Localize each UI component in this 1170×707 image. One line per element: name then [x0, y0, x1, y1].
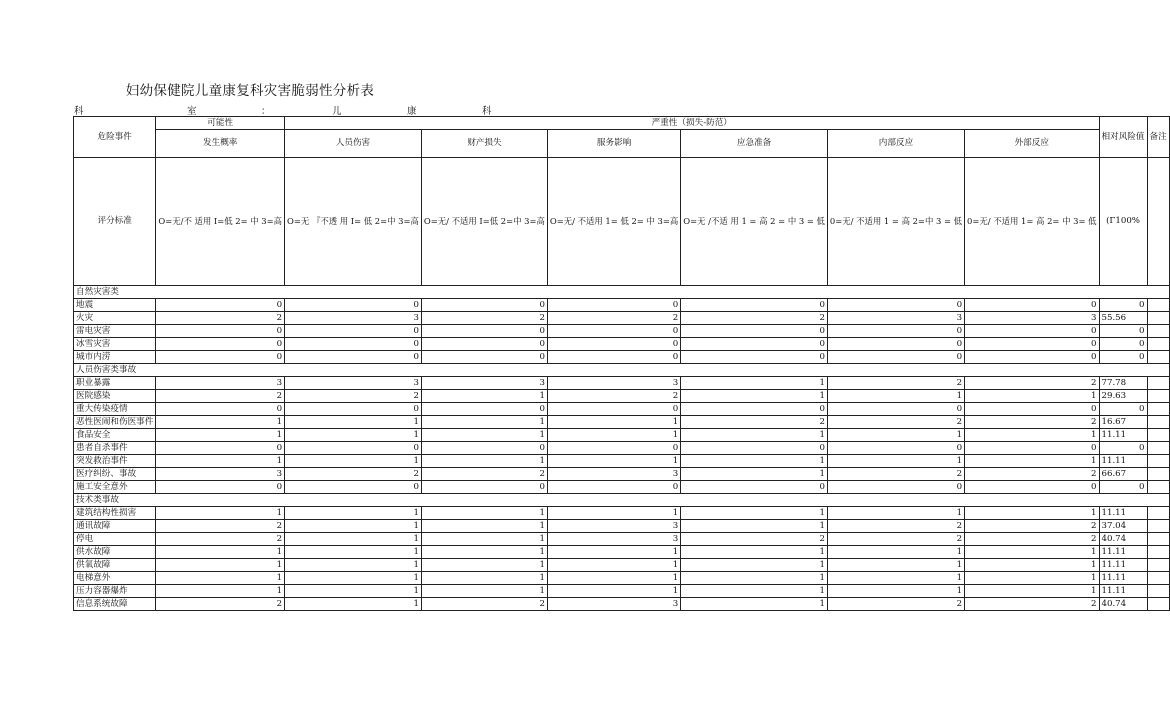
- remark-cell: [1147, 533, 1169, 546]
- risk-value: 0: [1099, 325, 1147, 338]
- score-cell: 1: [547, 572, 680, 585]
- score-cell: 2: [827, 598, 964, 611]
- score-cell: 1: [285, 598, 422, 611]
- score-cell: 2: [965, 468, 1099, 481]
- risk-value: 77.78: [1099, 377, 1147, 390]
- score-cell: 2: [827, 377, 964, 390]
- score-cell: 0: [156, 403, 285, 416]
- score-cell: 3: [547, 533, 680, 546]
- table-row: [74, 429, 1170, 442]
- score-cell: 0: [965, 299, 1099, 312]
- event-name: 信息系统故障: [74, 598, 156, 611]
- header-severity: 严重性（损失-防范）: [285, 117, 1099, 130]
- subheader-service-impact: 服务影响: [547, 130, 680, 158]
- remark-cell: [1147, 351, 1169, 364]
- risk-value: 11.11: [1099, 507, 1147, 520]
- score-cell: 1: [285, 507, 422, 520]
- score-cell: 1: [285, 455, 422, 468]
- score-cell: 1: [547, 559, 680, 572]
- risk-value: 37.04: [1099, 520, 1147, 533]
- score-cell: 2: [547, 312, 680, 325]
- table-row: [74, 442, 1170, 455]
- score-cell: 1: [827, 585, 964, 598]
- table-row: [74, 338, 1170, 351]
- score-cell: 1: [681, 572, 828, 585]
- score-cell: 1: [547, 507, 680, 520]
- event-name: 停电: [74, 533, 156, 546]
- score-cell: 0: [965, 325, 1099, 338]
- event-name: 恶性医闹和伤医事件: [74, 416, 156, 429]
- event-name: 冰雪灾害: [74, 338, 156, 351]
- event-name: 施工安全意外: [74, 481, 156, 494]
- remark-cell: [1147, 520, 1169, 533]
- subheader-emergency-prep: 应急准备: [681, 130, 828, 158]
- score-cell: 1: [965, 546, 1099, 559]
- event-name: 压力容器爆炸: [74, 585, 156, 598]
- risk-value: 40.74: [1099, 533, 1147, 546]
- score-cell: 2: [827, 520, 964, 533]
- score-cell: 2: [421, 598, 547, 611]
- table-row: [74, 377, 1170, 390]
- score-cell: 0: [285, 325, 422, 338]
- score-cell: 0: [547, 325, 680, 338]
- score-cell: 2: [547, 390, 680, 403]
- event-name: 供水故障: [74, 546, 156, 559]
- risk-value: 66.67: [1099, 468, 1147, 481]
- risk-value: 40.74: [1099, 598, 1147, 611]
- score-cell: 2: [156, 533, 285, 546]
- score-cell: 1: [681, 468, 828, 481]
- remark-cell: [1147, 377, 1169, 390]
- section-title: 自然灾害类: [74, 286, 1170, 299]
- score-cell: 1: [421, 585, 547, 598]
- score-cell: 1: [681, 507, 828, 520]
- score-cell: 1: [421, 520, 547, 533]
- score-cell: 0: [156, 325, 285, 338]
- score-cell: 1: [965, 455, 1099, 468]
- score-cell: 1: [547, 546, 680, 559]
- score-cell: 1: [965, 559, 1099, 572]
- score-cell: 0: [285, 351, 422, 364]
- score-cell: 0: [965, 403, 1099, 416]
- criteria-risk: (Γ100%: [1099, 158, 1147, 286]
- score-cell: 1: [156, 559, 285, 572]
- table-row: [74, 312, 1170, 325]
- score-cell: 2: [156, 520, 285, 533]
- score-cell: 0: [421, 481, 547, 494]
- score-cell: 1: [827, 455, 964, 468]
- score-cell: 3: [285, 377, 422, 390]
- score-cell: 1: [547, 455, 680, 468]
- score-cell: 3: [547, 468, 680, 481]
- section-title: 技术类事故: [74, 494, 1170, 507]
- score-cell: 1: [547, 416, 680, 429]
- score-cell: 0: [421, 325, 547, 338]
- remark-cell: [1147, 390, 1169, 403]
- score-cell: 0: [827, 325, 964, 338]
- score-cell: 3: [965, 312, 1099, 325]
- score-cell: 1: [285, 520, 422, 533]
- score-cell: 1: [827, 559, 964, 572]
- table-row: [74, 507, 1170, 520]
- score-cell: 2: [965, 520, 1099, 533]
- vulnerability-table: [73, 116, 1170, 611]
- score-cell: 1: [681, 598, 828, 611]
- risk-value: 11.11: [1099, 455, 1147, 468]
- score-cell: 1: [681, 429, 828, 442]
- score-cell: 0: [827, 403, 964, 416]
- score-cell: 2: [421, 468, 547, 481]
- score-cell: 2: [827, 468, 964, 481]
- score-cell: 1: [156, 572, 285, 585]
- score-cell: 0: [681, 403, 828, 416]
- header-relative-risk: 相对风险值: [1099, 117, 1147, 158]
- score-cell: 1: [285, 572, 422, 585]
- score-cell: 0: [156, 481, 285, 494]
- risk-value: 11.11: [1099, 572, 1147, 585]
- dept-char: 室: [187, 106, 197, 117]
- score-cell: 0: [421, 299, 547, 312]
- score-cell: 3: [421, 377, 547, 390]
- score-cell: 1: [156, 455, 285, 468]
- score-cell: 1: [285, 416, 422, 429]
- score-cell: 1: [827, 429, 964, 442]
- score-cell: 1: [547, 585, 680, 598]
- event-name: 医院感染: [74, 390, 156, 403]
- score-cell: 1: [285, 429, 422, 442]
- subheader-property-loss: 财产损失: [421, 130, 547, 158]
- score-cell: 1: [421, 533, 547, 546]
- score-cell: 0: [547, 299, 680, 312]
- remark-cell: [1147, 442, 1169, 455]
- score-cell: 2: [681, 416, 828, 429]
- score-cell: 2: [681, 533, 828, 546]
- score-cell: 3: [547, 520, 680, 533]
- table-row: [74, 559, 1170, 572]
- dept-char: 科: [482, 106, 492, 117]
- score-cell: 0: [547, 351, 680, 364]
- score-cell: 1: [681, 377, 828, 390]
- score-cell: 0: [965, 481, 1099, 494]
- score-cell: 0: [421, 338, 547, 351]
- remark-cell: [1147, 559, 1169, 572]
- score-cell: 2: [965, 416, 1099, 429]
- score-cell: 0: [547, 338, 680, 351]
- remark-cell: [1147, 338, 1169, 351]
- score-cell: 0: [285, 338, 422, 351]
- score-cell: 1: [547, 429, 680, 442]
- event-name: 火灾: [74, 312, 156, 325]
- criteria-cell: O=无/ 不适用 1= 低 2= 中 3=高: [547, 158, 680, 286]
- section-title: 人员伤害类事故: [74, 364, 1170, 377]
- table-row: [74, 572, 1170, 585]
- risk-value: 0: [1099, 481, 1147, 494]
- score-cell: 1: [965, 585, 1099, 598]
- score-cell: 1: [285, 559, 422, 572]
- score-cell: 0: [681, 442, 828, 455]
- score-cell: 0: [681, 299, 828, 312]
- score-cell: 2: [285, 468, 422, 481]
- remark-cell: [1147, 585, 1169, 598]
- table-row: [74, 546, 1170, 559]
- score-cell: 0: [285, 442, 422, 455]
- score-cell: 0: [421, 403, 547, 416]
- score-cell: 1: [827, 507, 964, 520]
- score-cell: 1: [827, 572, 964, 585]
- score-cell: 3: [285, 312, 422, 325]
- score-cell: 2: [681, 312, 828, 325]
- event-name: 患者自杀事件: [74, 442, 156, 455]
- section-row: [74, 494, 1170, 507]
- department-line: [74, 103, 494, 115]
- table-row: [74, 390, 1170, 403]
- table-row: [74, 455, 1170, 468]
- risk-value: 11.11: [1099, 429, 1147, 442]
- score-cell: 1: [285, 546, 422, 559]
- score-cell: 1: [421, 455, 547, 468]
- risk-value: 11.11: [1099, 559, 1147, 572]
- score-cell: 0: [285, 481, 422, 494]
- table-row: [74, 481, 1170, 494]
- score-cell: 1: [965, 507, 1099, 520]
- risk-value: 0: [1099, 403, 1147, 416]
- score-cell: 1: [681, 546, 828, 559]
- subheader-external-response: 外部反应: [965, 130, 1099, 158]
- score-cell: 0: [827, 481, 964, 494]
- score-cell: 1: [681, 520, 828, 533]
- score-cell: 1: [965, 429, 1099, 442]
- event-name: 职业暴露: [74, 377, 156, 390]
- table-row: [74, 299, 1170, 312]
- score-cell: 0: [285, 403, 422, 416]
- score-cell: 2: [965, 533, 1099, 546]
- score-cell: 1: [827, 546, 964, 559]
- score-cell: 0: [827, 442, 964, 455]
- score-cell: 0: [156, 338, 285, 351]
- criteria-cell: 0=无/ 不适用 1 = 高 2=中 3 = 低: [827, 158, 964, 286]
- score-cell: 0: [156, 351, 285, 364]
- score-cell: 2: [156, 598, 285, 611]
- event-name: 电梯意外: [74, 572, 156, 585]
- score-cell: 1: [421, 559, 547, 572]
- table-row: [74, 325, 1170, 338]
- remark-cell: [1147, 312, 1169, 325]
- score-cell: 1: [421, 546, 547, 559]
- score-cell: 1: [681, 455, 828, 468]
- risk-value: 11.11: [1099, 546, 1147, 559]
- score-cell: 3: [827, 312, 964, 325]
- header-remark: 备注: [1147, 117, 1169, 158]
- score-cell: 1: [421, 416, 547, 429]
- table-row: [74, 351, 1170, 364]
- table-row: [74, 533, 1170, 546]
- score-cell: 0: [681, 338, 828, 351]
- score-cell: 0: [547, 442, 680, 455]
- dept-char: 儿: [332, 106, 342, 117]
- score-cell: 1: [156, 585, 285, 598]
- score-cell: 0: [965, 442, 1099, 455]
- risk-value: 0: [1099, 299, 1147, 312]
- score-cell: 2: [827, 416, 964, 429]
- risk-value: 0: [1099, 442, 1147, 455]
- score-cell: 0: [547, 481, 680, 494]
- score-cell: 2: [285, 390, 422, 403]
- header-event: 危险事件: [74, 117, 156, 158]
- score-cell: 0: [681, 325, 828, 338]
- remark-cell: [1147, 468, 1169, 481]
- score-cell: 2: [421, 312, 547, 325]
- score-cell: 3: [547, 598, 680, 611]
- remark-cell: [1147, 429, 1169, 442]
- criteria-cell: O=无 『不透 用 I= 低 2=中 3=高: [285, 158, 422, 286]
- score-cell: 0: [827, 338, 964, 351]
- section-row: [74, 286, 1170, 299]
- score-cell: 2: [965, 377, 1099, 390]
- event-name: 医疗纠纷、事故: [74, 468, 156, 481]
- remark-cell: [1147, 507, 1169, 520]
- table-row: [74, 520, 1170, 533]
- score-cell: 0: [285, 299, 422, 312]
- document-title: 妇幼保健院儿童康复科灾害脆弱性分析表: [125, 83, 375, 99]
- score-cell: 1: [421, 390, 547, 403]
- dept-colon: ：: [261, 106, 271, 117]
- score-cell: 0: [827, 351, 964, 364]
- event-name: 突发救治事件: [74, 455, 156, 468]
- score-cell: 2: [156, 312, 285, 325]
- risk-value: 55.56: [1099, 312, 1147, 325]
- event-name: 食品安全: [74, 429, 156, 442]
- remark-cell: [1147, 572, 1169, 585]
- score-cell: 1: [285, 585, 422, 598]
- header-possibility: 可能性: [156, 117, 285, 130]
- score-cell: 1: [965, 390, 1099, 403]
- score-cell: 0: [681, 481, 828, 494]
- score-cell: 0: [965, 338, 1099, 351]
- risk-value: 0: [1099, 338, 1147, 351]
- dept-char: 科: [74, 106, 84, 117]
- event-name: 通讯故障: [74, 520, 156, 533]
- score-cell: 0: [421, 442, 547, 455]
- remark-cell: [1147, 598, 1169, 611]
- event-name: 供氧故障: [74, 559, 156, 572]
- criteria-remark: [1147, 158, 1169, 286]
- score-cell: 1: [681, 559, 828, 572]
- table-row: [74, 585, 1170, 598]
- score-cell: 0: [965, 351, 1099, 364]
- risk-value: 16.67: [1099, 416, 1147, 429]
- event-name: 重大传染疫情: [74, 403, 156, 416]
- score-cell: 0: [156, 442, 285, 455]
- score-cell: 1: [827, 390, 964, 403]
- risk-value: 0: [1099, 351, 1147, 364]
- remark-cell: [1147, 403, 1169, 416]
- event-name: 地震: [74, 299, 156, 312]
- score-cell: 0: [421, 351, 547, 364]
- remark-cell: [1147, 325, 1169, 338]
- score-cell: 2: [156, 390, 285, 403]
- event-name: 建筑结构性损害: [74, 507, 156, 520]
- subheader-internal-response: 内部反应: [827, 130, 964, 158]
- score-cell: 1: [965, 572, 1099, 585]
- score-cell: 1: [681, 390, 828, 403]
- criteria-cell: O=无/不 适用 I=低 2= 中 3=高: [156, 158, 285, 286]
- score-cell: 3: [547, 377, 680, 390]
- criteria-cell: O=无/ 不适用 I=低 2=中 3=高: [421, 158, 547, 286]
- score-cell: 1: [156, 416, 285, 429]
- score-cell: 1: [421, 429, 547, 442]
- criteria-cell: O=无 /不适 用 1 = 高 2 = 中 3 = 低: [681, 158, 828, 286]
- score-cell: 1: [156, 546, 285, 559]
- score-cell: 0: [681, 351, 828, 364]
- score-cell: 1: [285, 533, 422, 546]
- score-cell: 0: [547, 403, 680, 416]
- remark-cell: [1147, 546, 1169, 559]
- event-name: 雷电灾害: [74, 325, 156, 338]
- remark-cell: [1147, 299, 1169, 312]
- table-row: [74, 416, 1170, 429]
- dept-char: 康: [407, 106, 417, 117]
- risk-value: 29.63: [1099, 390, 1147, 403]
- score-cell: 1: [156, 429, 285, 442]
- table-row: [74, 468, 1170, 481]
- score-cell: 3: [156, 468, 285, 481]
- event-name: 城市内涝: [74, 351, 156, 364]
- criteria-cell: 0=无/ 不适用 1= 高 2= 中 3= 低: [965, 158, 1099, 286]
- risk-value: 11.11: [1099, 585, 1147, 598]
- score-cell: 2: [827, 533, 964, 546]
- subheader-probability: 发生概率: [156, 130, 285, 158]
- score-cell: 1: [156, 507, 285, 520]
- section-row: [74, 364, 1170, 377]
- remark-cell: [1147, 481, 1169, 494]
- score-cell: 1: [421, 507, 547, 520]
- remark-cell: [1147, 416, 1169, 429]
- table-row: [74, 598, 1170, 611]
- score-cell: 2: [965, 598, 1099, 611]
- score-cell: 1: [421, 572, 547, 585]
- table-row: [74, 403, 1170, 416]
- score-cell: 0: [827, 299, 964, 312]
- remark-cell: [1147, 455, 1169, 468]
- score-cell: 1: [681, 585, 828, 598]
- score-cell: 0: [156, 299, 285, 312]
- criteria-label: 评分标准: [74, 158, 156, 286]
- subheader-personal-injury: 人员伤害: [285, 130, 422, 158]
- score-cell: 3: [156, 377, 285, 390]
